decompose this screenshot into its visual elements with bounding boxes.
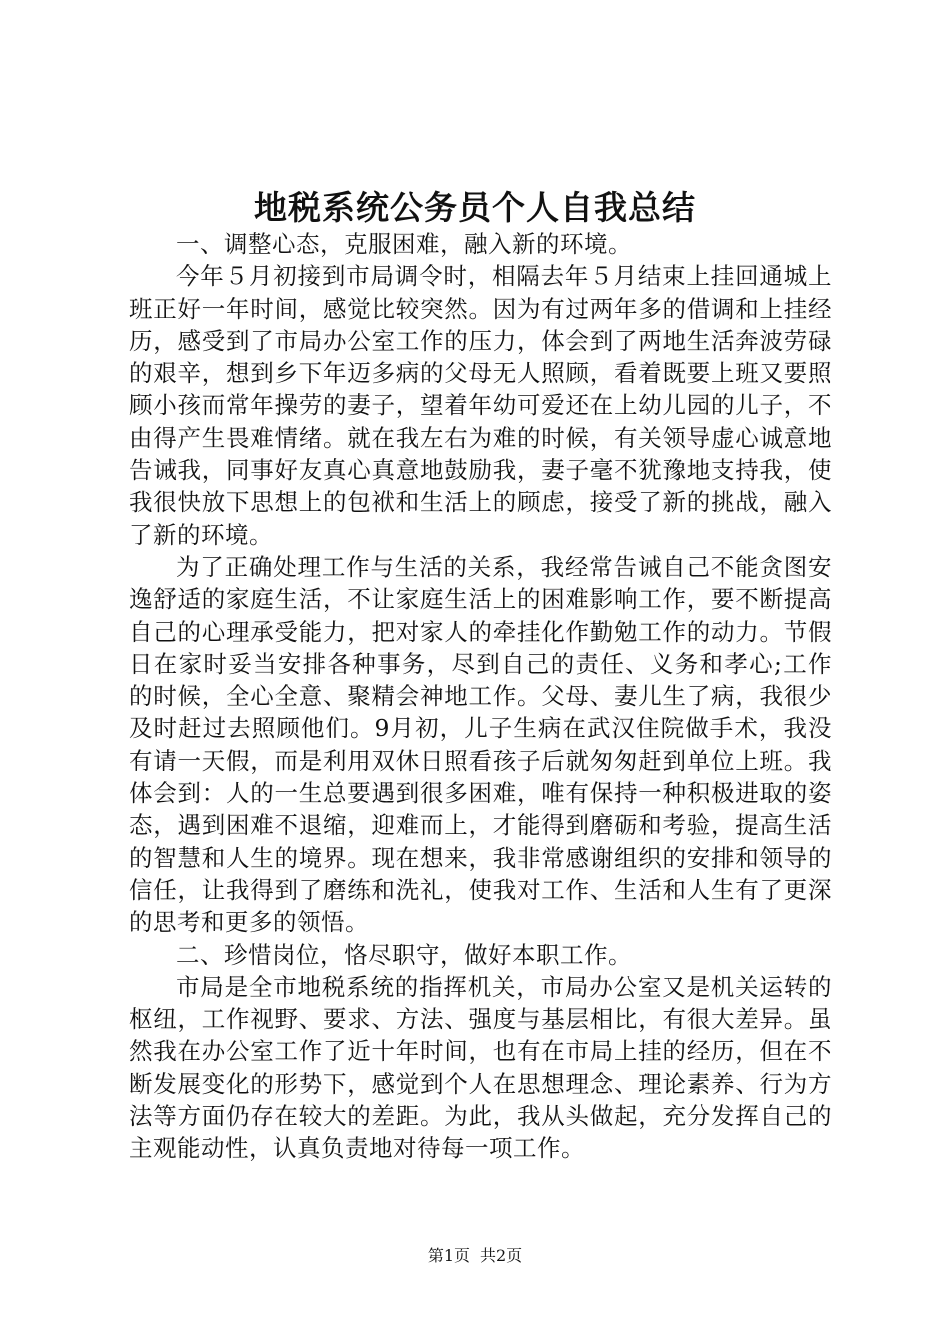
page-title: 地税系统公务员个人自我总结 [254,188,696,227]
body-paragraph: 今年５月初接到市局调令时，相隔去年５月结束上挂回通城上班正好一年时间，感觉比较突然。因为有过两年多的借调和上挂经历，感受到了市局办公室工作的压力，体会到了两地生活奔波劳碌的艰辛，想到乡下年迈多病的父母无人照顾，看着既要上班又要照顾小孩而常年操劳的妻子，望着年幼可爱还在上幼儿园的儿子，不由得产生畏难情绪。就在我左右为难的时候，有关领导虚心诚意地告诫我，同事好友真心真意地鼓励我，妻子毫不犹豫地支持我，使我很快放下思想上的包袱和生活上的顾虑，接受了新的挑战，融入了新的环境。 [129,262,832,549]
section-heading: 一、调整心态，克服困难，融入新的环境。 [176,230,632,258]
section-heading: 二、珍惜岗位，恪尽职守，做好本职工作。 [176,940,632,969]
body-paragraph: 为了正确处理工作与生活的关系，我经常告诫自己不能贪图安逸舒适的家庭生活，不让家庭生活上的困难影响工作，要不断提高自己的心理承受能力，把对家人的牵挂化作勤勉工作的动力。节假日在家时妥当安排各种事务，尽到自己的责任、义务和孝心;工作的时候，全心全意、聚精会神地工作。父母、妻儿生了病，我很少及时赶过去照顾他们。9月初，儿子生病在武汉住院做手术，我没有请一天假，而是利用双休日照看孩子后就匆匆赶到单位上班。我体会到：人的一生总要遇到很多困难，唯有保持一种积极进取的姿态，遇到困难不退缩，迎难而上，才能得到磨砺和考验，提高生活的智慧和人生的境界。现在想来，我非常感谢组织的安排和领导的信任，让我得到了磨练和洗礼，使我对工作、生活和人生有了更深的思考和更多的领悟。 [129,552,832,937]
document-body [129,228,832,1165]
page-footer [0,1245,950,1267]
body-paragraph: 市局是全市地税系统的指挥机关，市局办公室又是机关运转的枢纽，工作视野、要求、方法、强度与基层相比，有很大差异。虽然我在办公室工作了近十年时间，也有在市局上挂的经历，但在不断发展变化的形势下，感觉到个人在思想理念、理论素养、行为方法等方面仍存在较大的差距。为此，我从头做起，充分发挥自己的主观能动性，认真负责地对待每一项工作。 [129,972,832,1163]
page-number: 第1页 [427,1246,470,1265]
page-total: 共2页 [480,1246,523,1265]
